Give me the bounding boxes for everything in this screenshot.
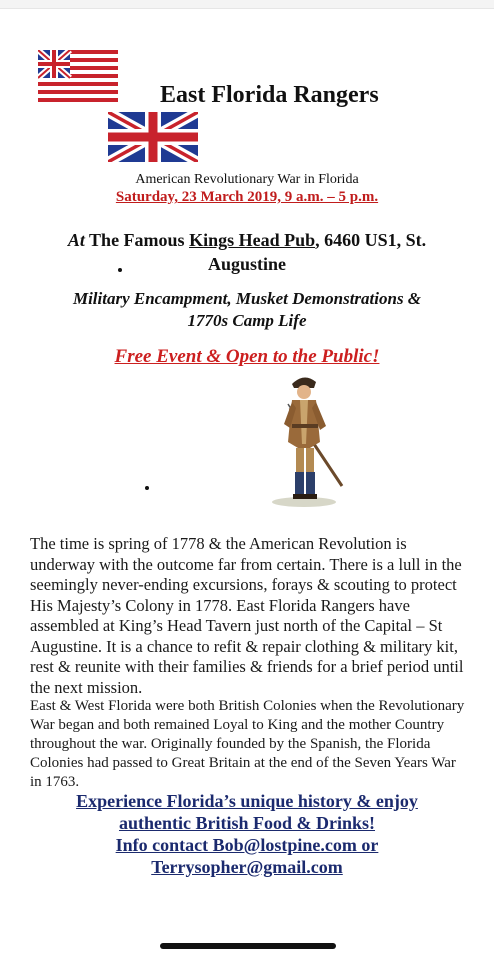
location-prefix: At bbox=[67, 230, 85, 250]
free-event-banner: Free Event & Open to the Public! bbox=[114, 346, 380, 367]
home-indicator[interactable] bbox=[160, 943, 336, 949]
address-line2: Augustine bbox=[207, 254, 287, 274]
history-paragraph: East & West Florida were both British Colonies when the Revolutionary War began and both remained Loyal to King and the mother Country throughout the war. Originally founded by the Spanish, the Florida Colonies had passed to Great Britain at the end of the Seven Years War in 1763. bbox=[30, 698, 465, 790]
grand-union-flag-icon bbox=[38, 50, 118, 102]
page-title: East Florida Rangers bbox=[160, 82, 379, 108]
subtitle: American Revolutionary War in Florida bbox=[135, 172, 359, 187]
bullet-dot bbox=[118, 268, 122, 272]
address-line1: , 6460 US1, St. bbox=[315, 230, 427, 250]
union-jack-flag-icon bbox=[108, 112, 198, 162]
status-bar bbox=[0, 0, 494, 9]
story-paragraph: The time is spring of 1778 & the American Revolution is underway with the outcome far from certain. There is a lull in the seemingly never-ending excursions, forays & scouting to protect His Majesty’s Colony in 1778. East Florida Rangers have assembled at King’s Head Tavern just north of the Capital – St Augustine. It is a chance to refit & repair clothing & military kit, rest & reunite with their families & friends for a brief period until the next mission. bbox=[30, 534, 464, 697]
activities-line1: Military Encampment, Musket Demonstrations & bbox=[72, 289, 422, 308]
cta-line1: Experience Florida’s unique history & enjoy bbox=[76, 791, 418, 811]
contact-email-terry[interactable]: Terrysopher@gmail.com bbox=[151, 857, 343, 877]
event-date: Saturday, 23 March 2019, 9 a.m. – 5 p.m. bbox=[115, 189, 379, 205]
bullet-dot bbox=[145, 486, 149, 490]
cta-line2: authentic British Food & Drinks! bbox=[118, 813, 376, 833]
activities-line2: 1770s Camp Life bbox=[187, 311, 307, 330]
event-location bbox=[30, 228, 464, 276]
contact-email-bob[interactable]: Info contact Bob@lostpine.com or bbox=[115, 835, 379, 855]
venue-name: Kings Head Pub bbox=[189, 230, 316, 250]
event-activities bbox=[40, 288, 454, 332]
location-middle: The Famous bbox=[84, 230, 190, 250]
ranger-soldier-illustration bbox=[262, 368, 352, 508]
